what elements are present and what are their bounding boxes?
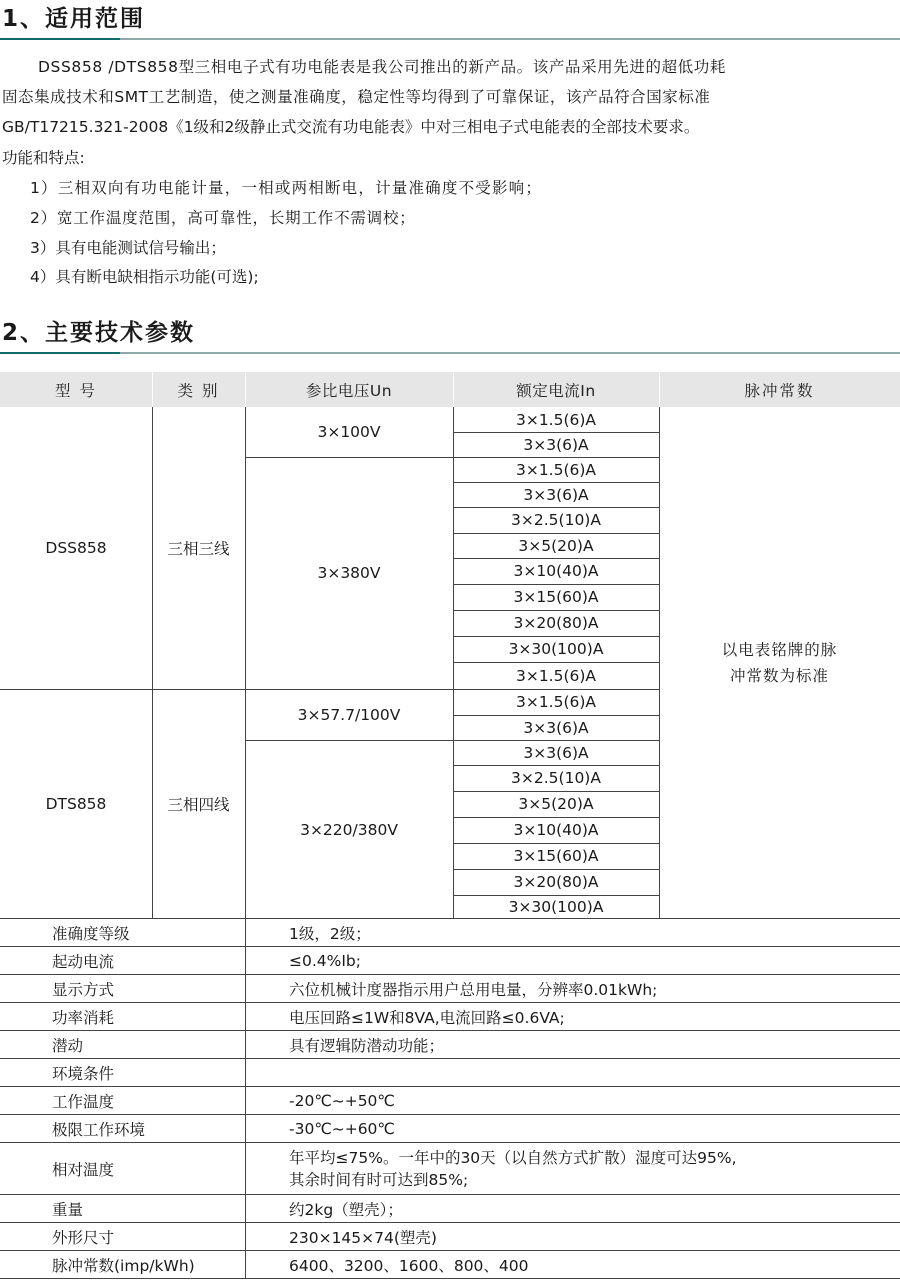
current-cell: 3×10(40)A [513, 821, 599, 839]
spec-row [0, 1223, 900, 1251]
spec-row [0, 1115, 900, 1143]
header-divider [453, 372, 454, 407]
spec-value: 6400、3200、1600、800、400 [289, 1256, 529, 1275]
current-cell: 3×1.5(6)A [515, 666, 597, 685]
current-cell: 3×3(6)A [523, 718, 589, 737]
spec-value-line: 年平均≤75%。一年中的30天（以自然方式扩散）湿度可达95%, [289, 1148, 737, 1167]
category-three-phase-four-wire: 三相四线 [167, 796, 230, 814]
section-1-header [0, 0, 900, 40]
spec-row [0, 919, 900, 947]
header-voltage: 参比电压Un [245, 372, 453, 407]
model-dts858: DTS858 [45, 795, 107, 813]
features-heading: 功能和特点: [2, 149, 85, 167]
current-cell: 3×2.5(10)A [511, 511, 601, 529]
header-model: 型 号 [0, 372, 152, 407]
pulse-constant-note [659, 407, 900, 919]
section-2-header [0, 314, 900, 354]
section-1-rule [0, 38, 900, 40]
spec-divider [245, 1115, 246, 1142]
spec-value: 六位机械计度器指示用户总用电量，分辨率0.01kWh; [289, 980, 658, 999]
intro-line: DSS858 /DTS858型三相电子式有功电能表是我公司推出的新产品。该产品采用先进的超低功耗 [38, 58, 726, 76]
feature-item: 4）具有断电缺相指示功能(可选); [30, 268, 259, 286]
section-2-rule [0, 352, 900, 354]
spec-value: 230×145×74(塑壳) [289, 1228, 437, 1247]
header-divider [152, 372, 153, 407]
current-cell: 3×20(80)A [513, 614, 599, 632]
spec-divider [245, 1003, 246, 1030]
header-divider [659, 372, 660, 407]
intro-line: GB/T17215.321-2008《1级和2级静止式交流有功电能表》中对三相电子式电能表的全部技术要求。 [2, 118, 700, 136]
spec-divider [245, 1087, 246, 1114]
spec-value [289, 1143, 737, 1194]
header-category: 类 别 [152, 372, 245, 407]
feature-item: 1）三相双向有功电能计量，一相或两相断电，计量准确度不受影响； [30, 179, 543, 197]
voltage-cell: 3×380V [317, 564, 381, 582]
spec-divider [245, 975, 246, 1002]
voltage-cell: 3×220/380V [300, 820, 398, 839]
spec-value-line: 其余时间有时可达到85%; [289, 1170, 469, 1189]
spec-key: 环境条件 [52, 1064, 115, 1083]
spec-value: 电压回路≤1W和8VA,电流回路≤0.6VA; [289, 1008, 565, 1027]
header-divider [245, 372, 246, 407]
spec-value: 1级，2级； [289, 924, 371, 943]
spec-divider [245, 1195, 246, 1222]
current-cell: 3×5(20)A [518, 795, 594, 813]
feature-item: 3）具有电能测试信号输出； [30, 239, 226, 257]
current-cell: 3×15(60)A [513, 847, 599, 865]
current-cell: 3×3(6)A [523, 435, 589, 454]
spec-divider [245, 1251, 246, 1278]
spec-key: 外形尺寸 [52, 1228, 115, 1247]
spec-row [0, 947, 900, 975]
spec-row [0, 1251, 900, 1279]
spec-row [0, 1003, 900, 1031]
spec-key: 脉冲常数(imp/kWh) [52, 1256, 195, 1275]
spec-value: 约2kg（塑壳）； [289, 1200, 403, 1219]
spec-key: 重量 [52, 1200, 84, 1219]
spec-key: 相对温度 [52, 1160, 115, 1179]
spec-divider [245, 1059, 246, 1086]
spec-row [0, 1195, 900, 1223]
spec-key: 工作温度 [52, 1092, 115, 1111]
spec-divider [245, 1223, 246, 1250]
spec-divider [245, 947, 246, 974]
spec-value: -20℃~+50℃ [289, 1091, 395, 1110]
spec-value: ≤0.4%Ib; [289, 951, 361, 970]
header-pulse-constant: 脉冲常数 [659, 372, 900, 407]
spec-key: 潜动 [52, 1036, 84, 1055]
current-cell: 3×3(6)A [523, 743, 589, 762]
current-cell: 3×5(20)A [518, 536, 594, 555]
current-cell: 3×1.5(6)A [515, 693, 597, 711]
section-1-title: 1、适用范围 [2, 6, 146, 32]
model-dss858: DSS858 [45, 539, 107, 557]
intro-line: 固态集成技术和SMT工艺制造，使之测量准确度，稳定性等均得到了可靠保证，该产品符合国家标准 [2, 88, 711, 106]
spec-row [0, 1031, 900, 1059]
spec-value: -30℃~+60℃ [289, 1119, 395, 1138]
spec-row [0, 1087, 900, 1115]
current-cell: 3×3(6)A [523, 485, 589, 504]
spec-divider [245, 1143, 246, 1194]
spec-key: 起动电流 [52, 952, 115, 971]
spec-table [0, 372, 900, 919]
spec-row [0, 1059, 900, 1087]
intro-paragraph [2, 52, 898, 142]
category-three-phase-three-wire: 三相三线 [167, 540, 230, 558]
current-cell: 3×1.5(6)A [515, 410, 597, 429]
current-cell: 3×1.5(6)A [515, 460, 597, 479]
current-cell: 3×30(100)A [508, 898, 604, 916]
header-current: 额定电流In [453, 372, 659, 407]
voltage-cell: 3×100V [317, 423, 381, 441]
section-2-title: 2、主要技术参数 [2, 320, 196, 346]
spec-row [0, 1143, 900, 1195]
spec-key: 显示方式 [52, 980, 115, 999]
pulse-note-line: 冲常数为标准 [729, 667, 829, 685]
voltage-cell: 3×57.7/100V [297, 705, 401, 724]
current-cell: 3×2.5(10)A [511, 769, 601, 787]
current-cell: 3×20(80)A [513, 873, 599, 891]
pulse-note-line: 以电表铭牌的脉 [721, 641, 838, 659]
spec-divider [245, 919, 246, 946]
spec-key: 准确度等级 [52, 924, 130, 943]
spec-value: 具有逻辑防潜动功能； [289, 1036, 445, 1055]
current-cell: 3×15(60)A [513, 588, 599, 606]
current-cell: 3×10(40)A [513, 562, 599, 580]
spec-key: 极限工作环境 [52, 1120, 146, 1139]
spec-divider [245, 1031, 246, 1058]
current-cell: 3×30(100)A [508, 640, 604, 658]
spec-key: 功率消耗 [52, 1008, 115, 1027]
spec-row [0, 975, 900, 1003]
feature-item: 2）宽工作温度范围，高可靠性，长期工作不需调校； [30, 209, 416, 227]
